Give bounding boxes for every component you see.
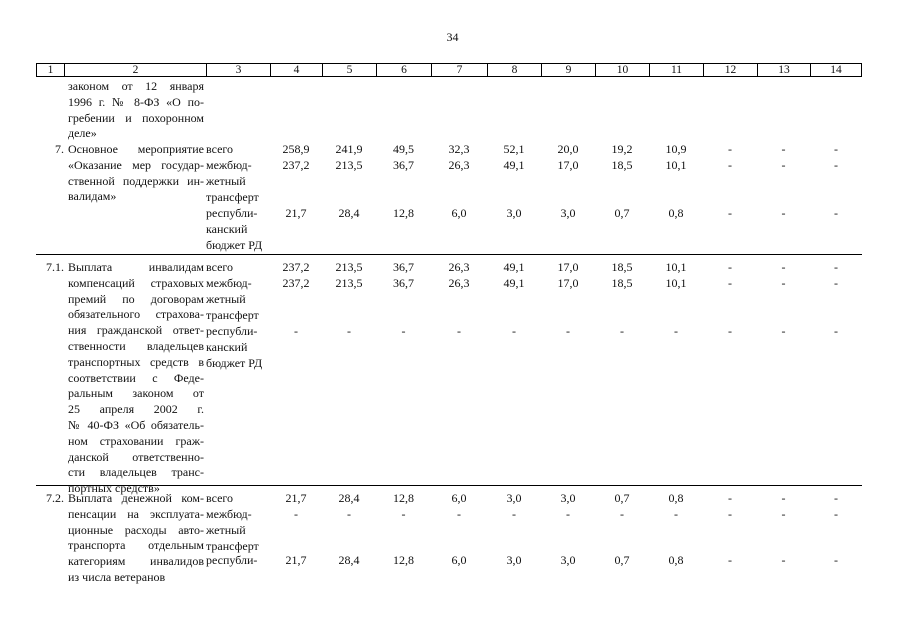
value-cell: 28,4 [338,206,360,220]
value-cell: 213,5 [335,276,363,290]
header-col-2: 2 [64,64,206,77]
value-cell: 10,9 [665,142,687,156]
value-cell: 49,1 [503,276,525,290]
value-cell: 36,7 [393,260,414,274]
source-label-line: всего [206,260,234,274]
value-cell: - [781,324,786,338]
value-cell: 3,0 [560,491,576,505]
header-col-3: 3 [206,64,270,77]
value-cell: 241,9 [335,142,363,156]
value-cell: - [781,158,786,172]
description-line: пенсации на эксплуата- [68,506,204,521]
value-cell: 258,9 [282,142,310,156]
header-col-5: 5 [322,64,376,77]
value-cell: 12,8 [393,553,414,567]
value-cell: - [728,260,732,274]
row-description [68,491,204,586]
description-line: валидам» [68,189,117,204]
source-label-line: трансферт [206,307,259,322]
header-col-13: 13 [757,64,810,77]
description-line: 25 апреля 2002 г. [68,402,204,417]
value-cell: 0,7 [614,206,630,220]
value-cell: - [834,324,838,338]
description-line: № 40-ФЗ «Об обязатель- [68,417,204,432]
source-label-line: трансферт [206,189,259,204]
header-col-9: 9 [541,64,595,77]
header-col-14: 14 [810,64,862,77]
value-cell: - [781,206,786,220]
description-line: ния гражданской ответ- [68,323,204,338]
value-cell: 10,1 [665,276,687,290]
value-cell: 12,8 [393,206,414,220]
value-cell: - [834,491,838,505]
value-cell: 6,0 [451,491,467,505]
description-line: ственной поддержки ин- [68,173,204,188]
row-description [68,260,204,497]
source-label-line: трансферт [206,538,259,553]
value-cell: 32,3 [448,142,470,156]
description-line: Выплата денежной ком- [68,491,204,505]
source-label [206,491,268,507]
source-label-line: межбюд- [206,507,252,521]
value-cell: 237,2 [282,158,310,172]
value-cell: 21,7 [285,206,307,220]
description-line: ционные расходы авто- [68,522,204,537]
value-cell: - [728,276,732,290]
value-cell: - [781,260,786,274]
description-line: транспорта отдельным [68,538,204,553]
value-cell: - [834,507,838,521]
source-label [206,260,268,276]
value-cell: 0,7 [614,553,630,567]
value-cell: - [781,276,786,290]
value-cell: - [566,324,570,338]
source-label [206,324,268,371]
value-cell: - [834,206,838,220]
value-cell: 0,8 [668,553,684,567]
source-label [206,142,268,158]
value-cell: 3,0 [560,553,576,567]
source-label-line: жетный [206,173,246,188]
value-cell: 20,0 [557,142,579,156]
description-line: ральным законом от [68,386,204,401]
value-cell: - [620,507,624,521]
header-col-7: 7 [431,64,487,77]
value-cell: - [347,507,351,521]
value-cell: - [728,142,732,156]
value-cell: - [834,142,838,156]
value-cell: 237,2 [282,260,310,274]
description-line: из числа ветеранов [68,569,166,584]
value-cell: 28,4 [338,553,360,567]
description-line: соответствии с Феде- [68,370,204,385]
source-label-line: канский [206,339,248,354]
value-cell: 0,7 [614,491,630,505]
source-label [206,158,268,205]
row-index: 7.2. [46,491,64,505]
value-cell: - [781,553,786,567]
value-cell: - [674,324,678,338]
description-line: Основное мероприятие [68,142,204,156]
continuation-text: законом от 12 января 1996 г. № 8-ФЗ «О по- гребении и похоронном деле» [68,79,204,141]
header-col-8: 8 [487,64,541,77]
header-col-6: 6 [376,64,431,77]
description-line: обязательного страхова- [68,307,204,322]
value-cell: 36,7 [393,276,414,290]
description-line: Выплата инвалидам [68,260,204,274]
source-label-line: бюджет РД [206,355,263,370]
value-cell: - [781,491,786,505]
header-col-4: 4 [270,64,322,77]
value-cell: 26,3 [448,276,470,290]
value-cell: - [781,142,786,156]
source-label-line: всего [206,491,234,505]
description-line: «Оказание мер государ- [68,157,204,172]
header-col-12: 12 [703,64,757,77]
value-cell: - [457,507,461,521]
value-cell: 237,2 [282,276,310,290]
description-line: ственности владельцев [68,338,204,353]
value-cell: - [674,507,678,521]
value-cell: - [728,158,732,172]
value-cell: - [834,158,838,172]
value-cell: 213,5 [335,260,363,274]
value-cell: 17,0 [557,158,579,172]
value-cell: - [294,507,298,521]
value-cell: - [728,206,732,220]
value-cell: 17,0 [557,276,579,290]
description-line: ном страховании граж- [68,433,204,448]
source-label-line: жетный [206,522,246,537]
source-label [206,507,268,554]
value-cell: - [834,553,838,567]
value-cell: 3,0 [506,206,522,220]
source-label-line: жетный [206,291,246,306]
page-number: 34 [446,30,459,44]
value-cell: - [512,324,516,338]
source-label-line: всего [206,142,234,156]
value-cell: 26,3 [448,158,470,172]
value-cell: 213,5 [335,158,363,172]
value-cell: 17,0 [557,260,579,274]
value-cell: - [834,276,838,290]
value-cell: 21,7 [285,553,307,567]
source-label-line: канский [206,221,248,236]
description-line: портных средств» [68,481,160,496]
value-cell: - [401,507,406,521]
value-cell: 12,8 [393,491,414,505]
row-separator [36,254,862,255]
row-description [68,142,204,205]
value-cell: - [728,491,732,505]
value-cell: - [728,324,732,338]
description-line: данской ответственно- [68,449,204,464]
row-index: 7.1. [46,260,64,274]
value-cell: 49,1 [503,158,525,172]
value-cell: 3,0 [506,491,522,505]
header-col-11: 11 [649,64,703,77]
value-cell: - [401,324,406,338]
value-cell: - [728,553,732,567]
description-line: компенсаций страховых [68,275,204,290]
value-cell: - [294,324,298,338]
value-cell: 21,7 [285,491,307,505]
source-label-line: межбюд- [206,158,252,172]
value-cell: 19,2 [611,142,633,156]
source-label [206,206,268,253]
description-line: транспортных средств в [68,354,204,369]
source-label-line: межбюд- [206,276,252,290]
value-cell: - [781,507,786,521]
value-cell: 0,8 [668,491,684,505]
value-cell: 36,7 [393,158,414,172]
value-cell: 6,0 [451,206,467,220]
value-cell: 26,3 [448,260,470,274]
source-label-line: бюджет РД [206,237,263,252]
value-cell: - [834,260,838,274]
value-cell: - [512,507,516,521]
source-label [206,553,268,569]
value-cell: - [566,507,570,521]
value-cell: 18,5 [611,158,633,172]
source-label [206,276,268,323]
header-col-1: 1 [36,64,64,77]
value-cell: 49,5 [393,142,414,156]
row-index: 7. [55,142,64,156]
value-cell: - [620,324,624,338]
value-cell: 10,1 [665,260,687,274]
description-line: категориям инвалидов [68,554,204,569]
value-cell: - [728,507,732,521]
value-cell: 3,0 [560,206,576,220]
value-cell: 52,1 [503,142,525,156]
value-cell: 28,4 [338,491,360,505]
description-line: премий по договорам [68,291,204,306]
value-cell: 3,0 [506,553,522,567]
value-cell: 0,8 [668,206,684,220]
value-cell: 18,5 [611,276,633,290]
header-col-10: 10 [595,64,649,77]
source-label-line: республи- [206,324,258,338]
value-cell: - [347,324,351,338]
value-cell: 6,0 [451,553,467,567]
value-cell: 10,1 [665,158,687,172]
description-line: сти владельцев транс- [68,465,204,480]
value-cell: 18,5 [611,260,633,274]
source-label-line: республи- [206,553,258,567]
source-label-line: республи- [206,206,258,220]
value-cell: 49,1 [503,260,525,274]
value-cell: - [457,324,461,338]
